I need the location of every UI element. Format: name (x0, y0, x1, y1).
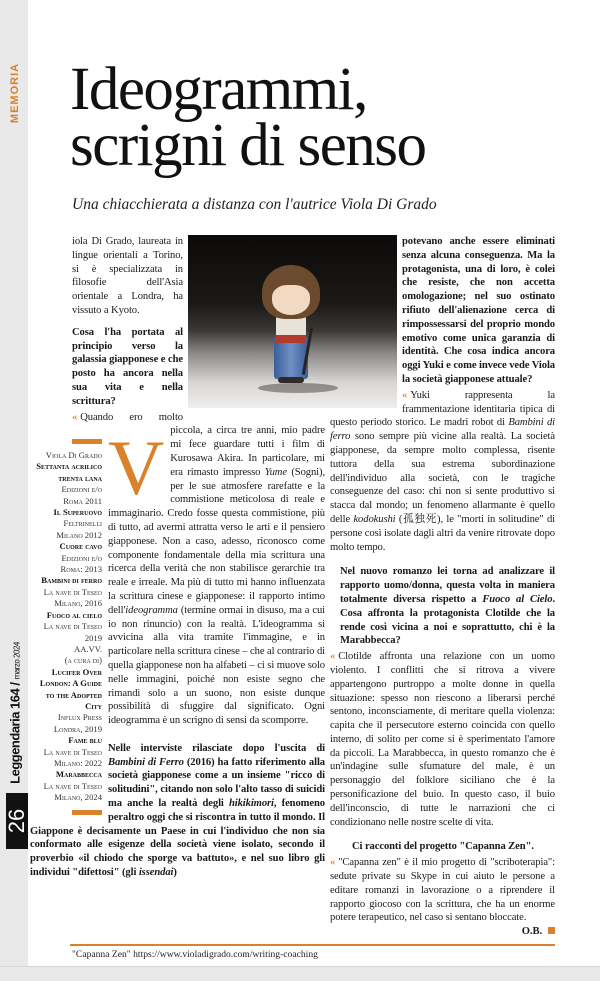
text-run: ) (173, 867, 177, 879)
title-line-1: Ideogrammi, (70, 56, 367, 123)
bottom-strip (0, 966, 600, 981)
bibliography-title: Settanta acrilico (36, 461, 102, 472)
italic-text: hikikimori (228, 798, 274, 810)
bibliography-entry: Feltrinelli (63, 518, 102, 529)
intro-text: iola Di Grado, laureata in lingue orientali a Torino, si è specializzata in filosofie dell'Asia orientale a Londra, ha vissuto a Kyoto. (72, 236, 183, 316)
text-run: , fenomeno peraltro oggi che si riscontra in tutto il mondo. Il Giappone è decisamente un Paese in cui l'individuo che non sia conformato alle esigenze della società viene isolato, secondo il proverbio «il chiodo che sporge va battuto», e nel suo libro gli individui "difettosi" (gli (30, 798, 325, 879)
issue-text (8, 642, 23, 784)
bibliography-title: trenta lana (58, 472, 102, 483)
question-3 (330, 565, 555, 648)
bibliography-entry: Milano, 2024 (54, 792, 102, 803)
accent-bar (72, 439, 102, 444)
page-number (6, 793, 28, 849)
bibliography-title: to the Adopted City (45, 689, 102, 711)
spacer (30, 235, 72, 437)
issue-date: marzo 2024 (12, 641, 22, 679)
accent-bar (72, 810, 102, 815)
bibliography-title: Bambini di ferro (41, 575, 102, 586)
text-run: . Cosa affronta la protagonista Clotilde che la rende così vicina a noi e soprattutto, chi è la Marabbecca? (340, 593, 555, 647)
text-run: Cosa l'ha portata al principio verso la galassia giapponese e che posto ha ancora nella sua vita e nella scrittura? (72, 326, 183, 407)
article-title (70, 56, 426, 179)
bibliography-entry: Influx Press (57, 712, 102, 723)
signature (522, 925, 555, 939)
bibliography-title: Il Superuovo (53, 507, 102, 518)
text-run: (termine ormai in disuso, ma a cui io non rinuncio) con la realtà. L'ideogramma si avvicina alla vita tramite l'immagine, e in particolare nella scrittura cinese – che al contrario di quella giapponese non ha alfabeti – ci si muove solo nelle immagini, poiché non esiste segno che rimandi solo a un suono, non esiste dunque possibilità di sfuggire dal significato. Ogni ideogramma è un scrigno di sensi da scomporre. (108, 604, 325, 727)
text-column-1 (30, 235, 325, 882)
end-square-icon (548, 927, 555, 934)
italic-text: Bambini di Ferro (108, 756, 184, 768)
drop-cap: V (108, 424, 165, 511)
bibliography-entry: La nave di Teseo (43, 586, 102, 597)
spacer (183, 235, 325, 413)
signature-text: O.B. (521, 926, 542, 938)
text-run: Clotilde affronta una relazione con un uomo violento. I conflitti che si ritrova a vivere appartengono purtroppo a molte donne in quella situazione: spesso non riescono a liberarsi perché sentono, inconsciamente, di meritare quella violenza: capita che il persecutore esterno coincida con quello interno, di solito per come si è sperimentato l'amore da piccoli. La Marabbecca, in questo romanzo che è un'indagine sulle sfumature del male, è un personaggio del folklore siciliano che è la personificazione del buio. In questo caso, il buio dell'inconscio, di tutte le narrazioni che ci condizionano nelle nostre scelte di vita. (330, 651, 555, 828)
text-run: "Capanna zen" è il mio progetto di "scriboterapia": sedute private su Skype in cui aiuto le persone a editare romanzi in lavorazione o a riprendere il rapporto giocoso con la scrittura, che ha un enorme potere terapeutico, nel caso si sentano bloccate. (330, 857, 555, 924)
bibliography-entry: (a cura di) (64, 655, 102, 666)
spacer (330, 235, 402, 415)
bibliography-entry: Edizioni e/o (61, 552, 102, 563)
page-number-text: 26 (4, 808, 29, 834)
answer-3 (330, 650, 555, 829)
section-label (6, 62, 24, 124)
italic-text: Yume (264, 466, 287, 478)
bibliography-entry: Viola Di Grado (45, 450, 102, 460)
quote-mark-icon: « (402, 389, 408, 401)
text-run: Ci racconti del progetto "Capanna Zen". (352, 841, 534, 853)
bibliography-title: Cuore cavo (59, 541, 102, 552)
italic-text: issendai (138, 867, 174, 879)
italic-text: kodokushi (353, 513, 396, 525)
bibliography-entry: La nave di Teseo (43, 746, 102, 757)
footer-rule (70, 944, 555, 946)
bibliography-title: Marabbecca (55, 769, 102, 780)
bibliography-list (30, 450, 102, 804)
italic-text: Fuoco al Cielo (482, 593, 553, 605)
issue-info (4, 641, 26, 784)
bibliography-entry: Londra, 2019 (53, 723, 102, 734)
bibliography-entry: Milano: 2022 (53, 757, 102, 768)
magazine-issue: Leggendaria 164 / (7, 682, 23, 784)
text-run: (孤独死), le "morti in solitudine" di persone così isolate dagli altri da venire ritrovate dopo molto tempo. (330, 513, 555, 553)
bibliography-entry: AA.VV. (73, 643, 102, 654)
answer-4-text (330, 857, 555, 923)
article-subtitle: Una chiacchierata a distanza con l'autrice Viola Di Grado (72, 196, 437, 213)
italic-text: Bambini di ferro (330, 417, 555, 443)
quote-mark-icon: « (330, 651, 336, 663)
bibliography-title: Lucifer Over (51, 666, 102, 677)
bibliography-entry: Edizioni e/o (61, 484, 102, 495)
italic-text: ideogramma (125, 604, 178, 616)
text-run: potevano anche essere eliminati senza alcuna conseguenza. Ma la protagonista, una di loro, è colei che resiste, che non accetta omologazione; nel suo ostinato rifiuto dell'alienazione cerca di rimpossessarsi del proprio mondo emotivo come unica garanzia di identità. Che cosa indica ancora oggi Yuki e come invece vede Viola la società giapponese attuale? (402, 236, 555, 385)
text-run: Nel nuovo romanzo lei torna ad analizzare il rapporto uomo/donna, questa volta in maniera totalmente diversa rispetto a (340, 566, 555, 605)
text-run: (2016) ha fatto riferimento alla società giapponese come a un insieme "ricco di solitudini", citando non solo l'alto tasso di suicidi ma anche la realtà degli (108, 756, 325, 810)
text-run: sono sempre più vicine alla realtà. La società giapponese, da sempre molto complessa, risente tuttora della sua estrema subordinazione dell'individuo alla società, con le tragiche conseguenze del caso: chi non si sente produttivo si stacca dal mondo; un fenomeno allarmante è quello delle (330, 431, 555, 525)
answer-4 (330, 856, 555, 938)
bibliography-entry: Roma: 2013 (60, 564, 102, 575)
text-run: Yuki rappresenta la frammentazione identitaria tipica di questo periodo storico. Le madri robot di (330, 389, 555, 429)
footnote: "Capanna Zen" https://www.violadigrado.com/writing-coaching (72, 949, 318, 960)
bibliography-title: Fuoco al cielo (46, 609, 102, 620)
text-run: Nelle interviste rilasciate dopo l'uscita di (108, 742, 325, 754)
quote-mark-icon: « (72, 411, 78, 423)
bibliography-title: Fame blu (68, 735, 102, 746)
text-column-2 (330, 235, 555, 939)
bibliography-entry: Milano, 2016 (54, 598, 102, 609)
bibliography-entry: Roma 2011 (63, 495, 102, 506)
bibliography-entry: La nave di Teseo 2019 (43, 621, 102, 643)
bibliography-entry: Milano 2012 (56, 529, 102, 540)
bibliography-entry: La nave di Teseo (43, 780, 102, 791)
title-line-2: scrigni di senso (70, 112, 426, 179)
text-run: Quando ero molto piccola, a circa tre anni, mio padre mi fece guardare tutti i film di Kurosawa Akira. In particolare, mi era rimasto impresso (80, 411, 325, 478)
text-run: (Sogni), per le sue atmosfere rarefatte e la commistione meticolosa di reale e immaginario. Credo fosse questa commistione, più di tutto, ad avermi attratta verso le arti e il pensiero giapponese. Non a caso, adesso, riconosco come componente fondamentale della mia scrittura una ricerca della verità che non stabilisce gerarchie tra reale e irreale. Ma più di tutto mi hanno influenzata la scrittura cinese e giapponese: il rapporto intimo dell' (108, 466, 325, 616)
bibliography (30, 437, 102, 821)
quote-mark-icon: « (330, 857, 336, 869)
section-label-text: MEMORIA (9, 62, 21, 124)
answer-3-text (330, 651, 555, 828)
question-4 (330, 840, 555, 854)
bibliography-title: London: A Guide (39, 678, 102, 689)
